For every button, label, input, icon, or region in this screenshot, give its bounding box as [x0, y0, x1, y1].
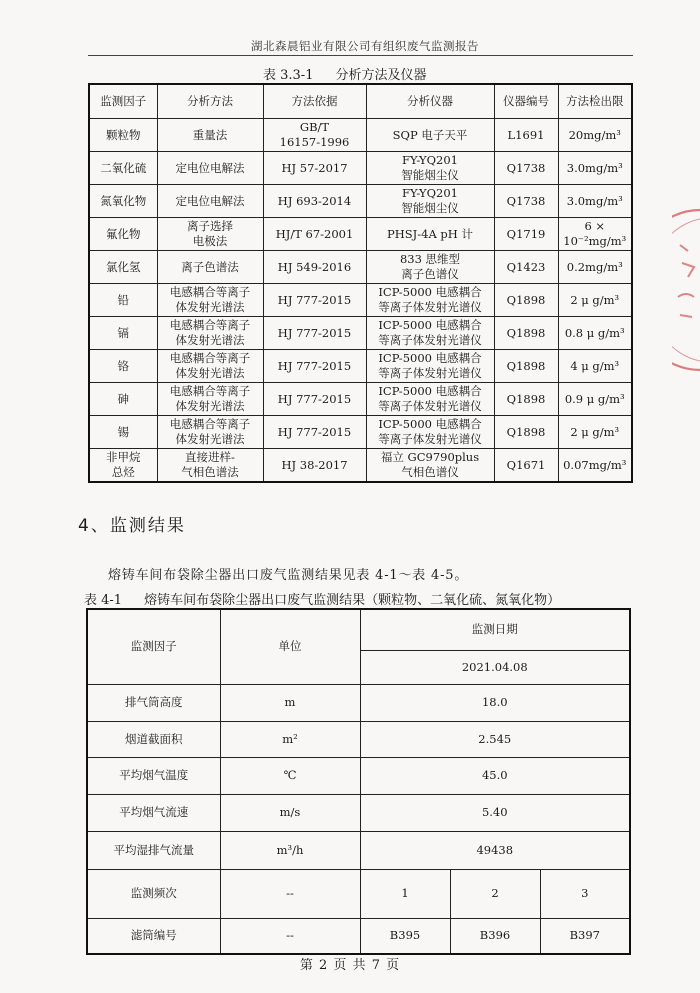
table-4-1-caption — [84, 589, 560, 608]
cell-basis: HJ 693-2014 — [263, 185, 366, 218]
row-label: 平均烟气流速 — [87, 794, 220, 831]
cell-instrument: PHSJ-4A pH 计 — [366, 218, 494, 251]
cell-instrument-id: Q1898 — [494, 284, 558, 317]
table-row — [89, 152, 632, 185]
cell-basis: GB/T 16157-1996 — [263, 119, 366, 152]
cell-basis: HJ 38-2017 — [263, 449, 366, 483]
header-cell-method: 分析方法 — [157, 84, 263, 119]
cell-detection-limit: 3.0mg/m³ — [558, 185, 632, 218]
cell-factor: 氟化物 — [89, 218, 157, 251]
cell-detection-limit: 3.0mg/m³ — [558, 152, 632, 185]
table-row — [87, 609, 630, 650]
monitoring-results-table — [86, 608, 631, 955]
cell-factor: 镉 — [89, 317, 157, 350]
table-4-1-caption-text: 熔铸车间布袋除尘器出口废气监测结果（颗粒物、二氧化硫、氮氧化物） — [144, 593, 561, 608]
table-row — [87, 869, 630, 918]
cell-instrument: SQP 电子天平 — [366, 119, 494, 152]
cell-instrument-id: Q1898 — [494, 350, 558, 383]
cell-instrument-id: Q1898 — [494, 317, 558, 350]
cell-factor: 锡 — [89, 416, 157, 449]
frequency-unit: -- — [220, 869, 360, 918]
header-cell-detection-limit: 方法检出限 — [558, 84, 632, 119]
table-row — [89, 383, 632, 416]
cell-instrument: ICP-5000 电感耦合 等离子体发射光谱仪 — [366, 317, 494, 350]
row-label: 平均烟气温度 — [87, 757, 220, 794]
frequency-label: 监测频次 — [87, 869, 220, 918]
page-footer: 第 2 页 共 7 页 — [299, 958, 401, 973]
cell-method: 电感耦合等离子 体发射光谱法 — [157, 383, 263, 416]
cell-instrument: ICP-5000 电感耦合 等离子体发射光谱仪 — [366, 350, 494, 383]
cell-instrument-id: Q1898 — [494, 383, 558, 416]
frequency-value: 3 — [540, 869, 630, 918]
table-row — [89, 449, 632, 483]
row-unit: m³/h — [220, 831, 360, 869]
table-row — [87, 831, 630, 869]
cell-basis: HJ 777-2015 — [263, 350, 366, 383]
table-3-3-1-caption — [263, 64, 449, 83]
cell-instrument-id: L1691 — [494, 119, 558, 152]
cell-method: 直接进样- 气相色谱法 — [157, 449, 263, 483]
cell-instrument-id: Q1738 — [494, 185, 558, 218]
cell-basis: HJ 777-2015 — [263, 416, 366, 449]
table-3-3-1-caption-num: 表 3.3-1 — [263, 68, 314, 83]
cell-method: 离子色谱法 — [157, 251, 263, 284]
cell-method: 电感耦合等离子 体发射光谱法 — [157, 284, 263, 317]
cell-instrument-id: Q1738 — [494, 152, 558, 185]
cell-detection-limit: 0.07mg/m³ — [558, 449, 632, 483]
cell-instrument: FY-YQ201 智能烟尘仪 — [366, 185, 494, 218]
header-rule — [88, 55, 633, 56]
seal-inner-ring — [672, 219, 700, 361]
cell-detection-limit: 2 μ g/m³ — [558, 416, 632, 449]
header-cell-instrument-id: 仪器编号 — [494, 84, 558, 119]
cell-instrument: ICP-5000 电感耦合 等离子体发射光谱仪 — [366, 416, 494, 449]
cell-basis: HJ 57-2017 — [263, 152, 366, 185]
table-row — [89, 218, 632, 251]
frequency-value: 1 — [360, 869, 450, 918]
cell-detection-limit: 0.2mg/m³ — [558, 251, 632, 284]
frequency-value: 2 — [450, 869, 540, 918]
cell-basis: HJ 549-2016 — [263, 251, 366, 284]
header-cell-instrument: 分析仪器 — [366, 84, 494, 119]
header-cell-basis: 方法依据 — [263, 84, 366, 119]
cell-method: 电感耦合等离子 体发射光谱法 — [157, 317, 263, 350]
row-value: 2.545 — [360, 721, 630, 757]
table-row — [87, 794, 630, 831]
cell-detection-limit: 0.9 μ g/m³ — [558, 383, 632, 416]
cell-instrument: ICP-5000 电感耦合 等离子体发射光谱仪 — [366, 383, 494, 416]
header-cell-factor: 监测因子 — [89, 84, 157, 119]
intro-paragraph: 熔铸车间布袋除尘器出口废气监测结果见表 4-1～表 4-5。 — [108, 568, 469, 583]
filter-id-label: 滤筒编号 — [87, 918, 220, 954]
table-row — [87, 684, 630, 721]
row-unit: ℃ — [220, 757, 360, 794]
analysis-methods-table — [88, 83, 633, 483]
table-3-3-1-caption-text: 分析方法及仪器 — [335, 68, 427, 83]
filter-id-unit: -- — [220, 918, 360, 954]
cell-factor: 非甲烷 总烃 — [89, 449, 157, 483]
table-row — [87, 757, 630, 794]
row-label: 平均湿排气流量 — [87, 831, 220, 869]
table-header-row — [89, 84, 632, 119]
cell-method: 离子选择 电极法 — [157, 218, 263, 251]
cell-factor: 颗粒物 — [89, 119, 157, 152]
cell-basis: HJ 777-2015 — [263, 317, 366, 350]
table-row — [89, 251, 632, 284]
cell-instrument: FY-YQ201 智能烟尘仪 — [366, 152, 494, 185]
row-value: 18.0 — [360, 684, 630, 721]
header-monitoring-date: 监测日期 — [360, 609, 630, 650]
cell-factor: 氮氧化物 — [89, 185, 157, 218]
table-4-1-caption-num: 表 4-1 — [84, 593, 123, 608]
monitoring-date-value: 2021.04.08 — [360, 650, 630, 684]
table-row — [89, 185, 632, 218]
cell-basis: HJ 777-2015 — [263, 383, 366, 416]
table-row — [89, 350, 632, 383]
row-unit: m — [220, 684, 360, 721]
cell-basis: HJ 777-2015 — [263, 284, 366, 317]
report-header-title: 湖北森晨铝业有限公司有组织废气监测报告 — [251, 39, 479, 53]
cell-factor: 二氧化硫 — [89, 152, 157, 185]
cell-instrument-id: Q1898 — [494, 416, 558, 449]
cell-method: 重量法 — [157, 119, 263, 152]
cell-factor: 铅 — [89, 284, 157, 317]
filter-id-value: B397 — [540, 918, 630, 954]
row-unit: m/s — [220, 794, 360, 831]
table-row — [87, 918, 630, 954]
filter-id-value: B396 — [450, 918, 540, 954]
cell-factor: 砷 — [89, 383, 157, 416]
cell-factor: 铬 — [89, 350, 157, 383]
seal-glyph-mark — [678, 245, 694, 317]
cell-factor: 氯化氢 — [89, 251, 157, 284]
row-value: 5.40 — [360, 794, 630, 831]
table-row — [89, 119, 632, 152]
header-unit: 单位 — [220, 609, 360, 684]
cell-detection-limit: 20mg/m³ — [558, 119, 632, 152]
table-row — [89, 317, 632, 350]
cell-instrument-id: Q1719 — [494, 218, 558, 251]
row-label: 烟道截面积 — [87, 721, 220, 757]
cell-instrument: ICP-5000 电感耦合 等离子体发射光谱仪 — [366, 284, 494, 317]
cell-method: 电感耦合等离子 体发射光谱法 — [157, 350, 263, 383]
table-row — [89, 284, 632, 317]
cell-detection-limit: 6 × 10⁻²mg/m³ — [558, 218, 632, 251]
cell-instrument: 福立 GC9790plus 气相色谱仪 — [366, 449, 494, 483]
cell-instrument-id: Q1423 — [494, 251, 558, 284]
cell-instrument: 833 思维型 离子色谱仪 — [366, 251, 494, 284]
table-row — [87, 721, 630, 757]
cell-method: 电感耦合等离子 体发射光谱法 — [157, 416, 263, 449]
row-value: 45.0 — [360, 757, 630, 794]
cell-method: 定电位电解法 — [157, 152, 263, 185]
row-value: 49438 — [360, 831, 630, 869]
row-label: 排气筒高度 — [87, 684, 220, 721]
row-unit: m² — [220, 721, 360, 757]
cell-instrument-id: Q1671 — [494, 449, 558, 483]
seal-outer-ring — [672, 210, 700, 370]
cell-detection-limit: 2 μ g/m³ — [558, 284, 632, 317]
section-title: 4、监测结果 — [78, 516, 186, 536]
cell-method: 定电位电解法 — [157, 185, 263, 218]
header-monitoring-factor: 监测因子 — [87, 609, 220, 684]
cell-detection-limit: 0.8 μ g/m³ — [558, 317, 632, 350]
cell-detection-limit: 4 μ g/m³ — [558, 350, 632, 383]
table-row — [89, 416, 632, 449]
filter-id-value: B395 — [360, 918, 450, 954]
red-seal-stamp — [672, 205, 700, 375]
cell-basis: HJ/T 67-2001 — [263, 218, 366, 251]
